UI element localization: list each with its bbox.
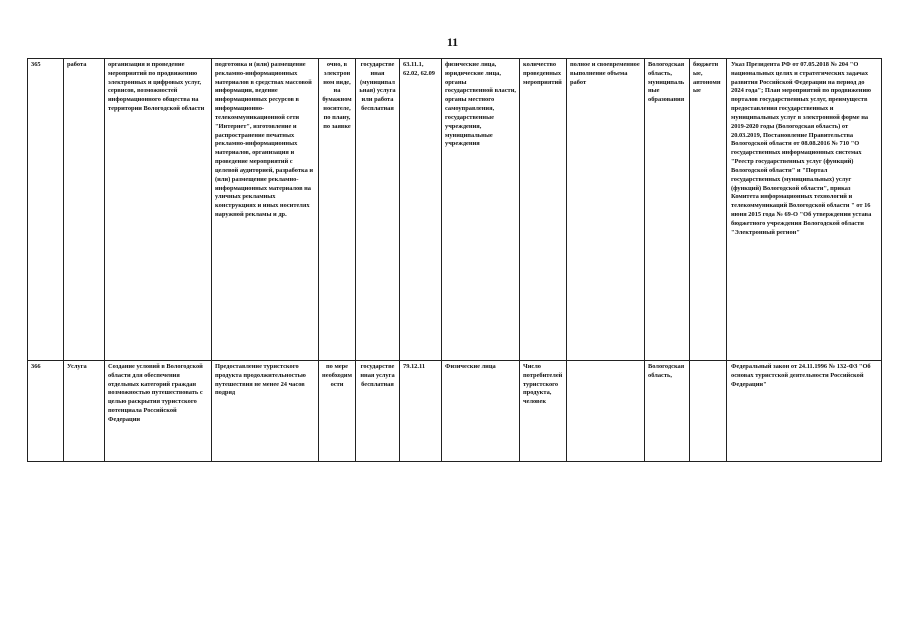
cell-indicator: количество проведенных мероприятий [520, 59, 567, 361]
cell-region: Вологодская область, [645, 361, 690, 462]
cell-consumers: физические лица, юридические лица, органы государственной власти, органы местного самоуправления, государственные учреждения, муниципальные учреждения [442, 59, 520, 361]
table-row [28, 361, 882, 462]
cell-level [690, 361, 727, 462]
cell-name: Создание условий в Вологодской области для обеспечения отдельных категорий граждан возможностью путешествовать с целью раскрытия туристского потенциала Российской Федерации [105, 361, 212, 462]
cell-form: очно, в электронном виде, на бумажном носителе, по плану, по заявке [319, 59, 356, 361]
cell-quality [567, 361, 645, 462]
cell-number: 365 [28, 59, 64, 361]
cell-region: Вологодская область, муниципальные образования [645, 59, 690, 361]
cell-name: организация и проведение мероприятий по продвижению электронных и цифровых услуг, сервисов, возможностей информационного общества на территории Вологодской области [105, 59, 212, 361]
cell-paid: государственная (муниципальная) услуга или работа бесплатная [356, 59, 400, 361]
cell-basis: Федеральный закон от 24.11.1996 № 132-ФЗ "Об основах туристской деятельности Российской Федерации" [727, 361, 882, 462]
cell-indicator: Число потребителей туристского продукта, человек [520, 361, 567, 462]
cell-content: Предоставление туристского продукта продолжительностью путешествия не менее 24 часов подряд [212, 361, 319, 462]
cell-content: подготовка и (или) размещение рекламно-информационных материалов в средствах массовой информации, ведение информационных ресурсов в информационно-телекоммуникационной сети "Интернет", изготовление и распространение печатных рекламно-информационных материалов, организация и проведение мероприятий с целевой аудиторией, разработка и (или) размещение рекламно-информационных материалов на уличных рекламных конструкциях и иных носителях наружной рекламы и др. [212, 59, 319, 361]
cell-paid: государственная услуга бесплатная [356, 361, 400, 462]
cell-type: Услуга [64, 361, 105, 462]
cell-quality: полное и своевременное выполнение объема работ [567, 59, 645, 361]
cell-consumers: Физические лица [442, 361, 520, 462]
table-row [28, 59, 882, 361]
page-number: 11 [446, 35, 459, 49]
cell-type: работа [64, 59, 105, 361]
cell-level: бюджетные, автономные [690, 59, 727, 361]
cell-form: по мере необходимости [319, 361, 356, 462]
cell-okved: 63.11.1, 62.02, 62.09 [400, 59, 442, 361]
cell-number: 366 [28, 361, 64, 462]
cell-basis: Указ Президента РФ от 07.05.2018 № 204 "О национальных целях и стратегических задачах развития Российской Федерации на период до 2024 года"; План мероприятий по продвижению порталов государственных услуг, преимуществ предоставления государственных и муниципальных услуг в электронной форме на 2019-2020 годы (Вологодская область) от 20.03.2019, Постановление Правительства Вологодской области от 08.08.2016 № 710 "О государственных информационных системах "Реестр государственных услуг (функций) Вологодской области" и "Портал государственных (муниципальных) услуг (функций) Вологодской области", приказ Комитета информационных технологий и телекоммуникаций Вологодской области " от 16 июня 2015 года № 69-О "Об утверждении устава бюджетного учреждения Вологодской области "Электронный регион" [727, 59, 882, 361]
cell-okved: 79.12.11 [400, 361, 442, 462]
registry-table [27, 58, 882, 462]
